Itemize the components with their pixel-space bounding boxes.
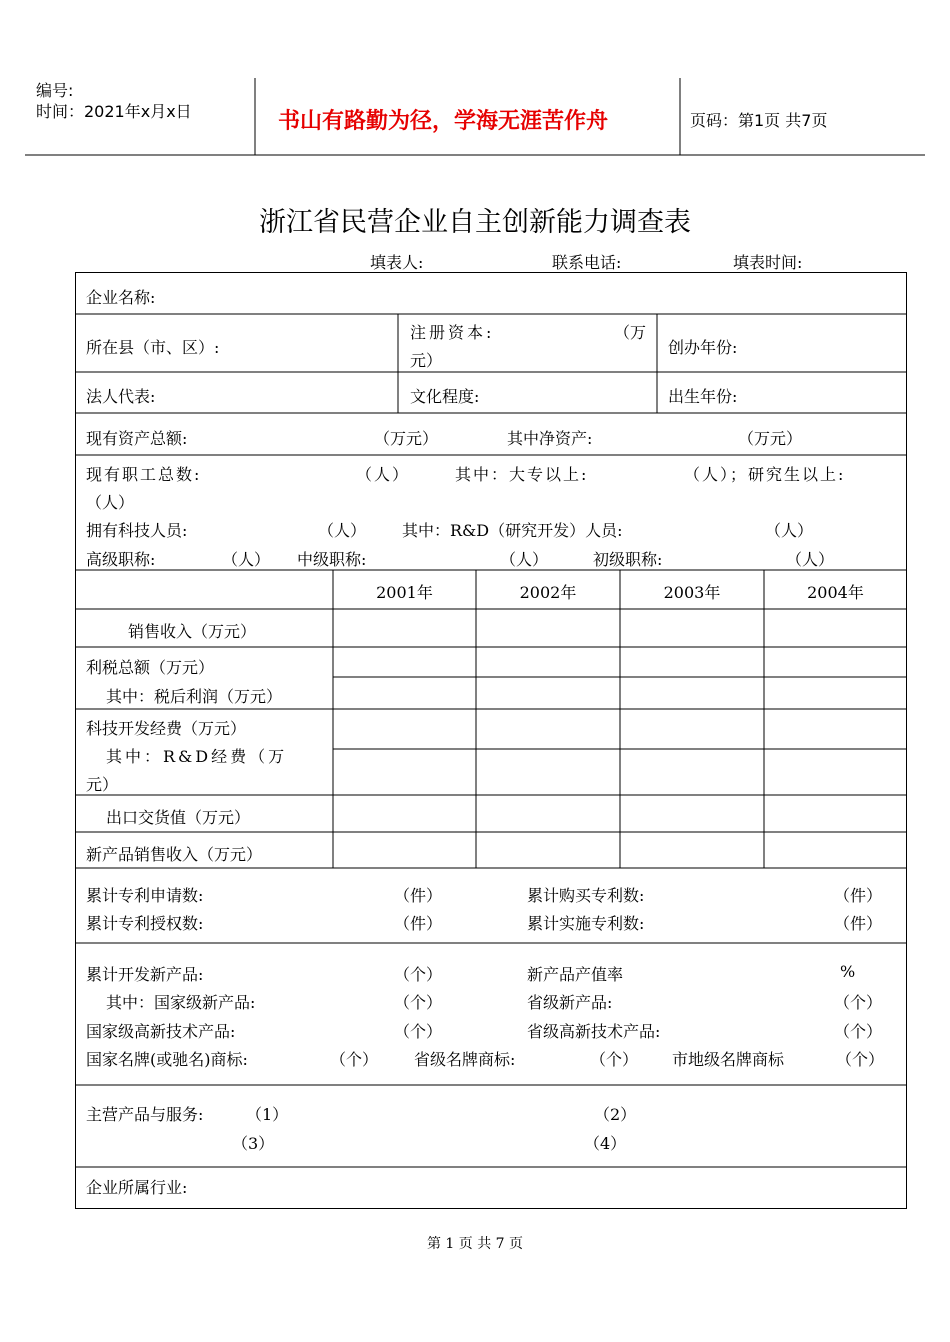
company-name-label: 企业名称: (86, 288, 156, 307)
phone-label: 联系电话: (552, 253, 622, 272)
middle-title-unit: （人） (500, 550, 549, 569)
patent-grant-label: 累计专利授权数: (86, 914, 204, 933)
export-label: 出口交货值（万元） (106, 808, 251, 827)
national-product-unit: （个） (394, 993, 443, 1012)
middle-title-label: 中级职称: (297, 550, 367, 569)
fill-time-label: 填表时间: (733, 253, 803, 272)
new-product-ratio-label: 新产品产值率 (527, 965, 624, 984)
patent-impl-unit: （件） (834, 914, 883, 933)
doc-number-label: 编号: (36, 81, 74, 100)
provincial-product-unit: （个） (834, 993, 883, 1012)
reg-capital-unit-a: （万 (614, 323, 647, 342)
header-page-info: 页码：第1页 共7页 (690, 111, 828, 130)
national-brand-label: 国家名牌(或驰名)商标: (86, 1050, 248, 1069)
staff-college-label: 其中：大专以上: (455, 465, 589, 484)
total-assets-label: 现有资产总额: (86, 429, 188, 448)
main-products-label: 主营产品与服务: (86, 1105, 204, 1124)
national-product-label: 其中：国家级新产品: (106, 993, 256, 1012)
header-left (36, 80, 192, 122)
provincial-brand-unit: （个） (590, 1050, 639, 1069)
filler-label: 填表人: (370, 253, 424, 272)
junior-title-label: 初级职称: (593, 550, 663, 569)
national-brand-unit: （个） (330, 1050, 379, 1069)
page-footer: 第 1 页 共 7 页 (426, 1236, 524, 1252)
main-product-slot: （1） (246, 1105, 289, 1124)
tax-after-label: 其中：税后利润（万元） (106, 687, 283, 706)
new-product-sales-label: 新产品销售收入（万元） (86, 845, 263, 864)
patent-impl-label: 累计实施专利数: (527, 914, 645, 933)
patent-buy-label: 累计购买专利数: (527, 886, 645, 905)
net-assets-label: 其中净资产: (507, 429, 593, 448)
form-title: 浙江省民营企业自主创新能力调查表 (259, 207, 691, 238)
rd-staff-unit: （人） (765, 521, 814, 540)
header-motto: 书山有路勤为径，学海无涯苦作舟 (278, 109, 609, 134)
main-product-slot: （3） (232, 1134, 275, 1153)
tech-staff-unit: （人） (318, 521, 367, 540)
junior-title-unit: （人） (786, 550, 835, 569)
staff-grad-label: （人）；研究生以上: (684, 465, 846, 484)
staff-grad-unit: （人） (86, 493, 135, 512)
provincial-product-label: 省级新产品: (527, 993, 613, 1012)
patent-apply-unit: （件） (394, 886, 443, 905)
reg-capital-label: 注册资本: (410, 323, 495, 342)
provincial-brand-label: 省级名牌商标: (414, 1050, 516, 1069)
senior-title-unit: （人） (222, 550, 271, 569)
year-header: 2001年 (376, 583, 433, 602)
provincial-hightech-unit: （个） (834, 1022, 883, 1041)
county-label: 所在县（市、区）: (86, 338, 220, 357)
senior-title-label: 高级职称: (86, 550, 156, 569)
city-brand-label: 市地级名牌商标 (672, 1050, 785, 1069)
patent-grant-unit: （件） (394, 914, 443, 933)
doc-time-label: 时间：2021年x月x日 (36, 102, 192, 121)
tax-total-label: 利税总额（万元） (86, 658, 215, 677)
main-product-slot: （4） (584, 1134, 627, 1153)
founded-year-label: 创办年份: (668, 338, 738, 357)
year-header: 2004年 (807, 583, 864, 602)
birth-year-label: 出生年份: (668, 387, 738, 406)
rd-cost-unit: 元） (86, 775, 119, 794)
tech-staff-label: 拥有科技人员: (86, 521, 188, 540)
industry-label: 企业所属行业: (86, 1178, 188, 1197)
national-hightech-label: 国家级高新技术产品: (86, 1022, 236, 1041)
reg-capital-unit-b: 元） (410, 351, 443, 370)
rd-cost-label: 其中：R&D经费（万 (106, 747, 288, 766)
staff-total-label: 现有职工总数: (86, 465, 202, 484)
legal-rep-label: 法人代表: (86, 387, 156, 406)
main-product-slot: （2） (594, 1105, 637, 1124)
patent-buy-unit: （件） (834, 886, 883, 905)
city-brand-unit: （个） (836, 1050, 885, 1069)
new-product-ratio-unit: % (840, 962, 856, 981)
net-assets-unit: （万元） (738, 429, 803, 448)
education-label: 文化程度: (410, 387, 480, 406)
sales-label: 销售收入（万元） (128, 622, 257, 641)
national-hightech-unit: （个） (394, 1022, 443, 1041)
staff-total-unit: （人） (356, 465, 411, 484)
new-product-dev-label: 累计开发新产品: (86, 965, 204, 984)
year-header: 2002年 (519, 583, 577, 602)
patent-apply-label: 累计专利申请数: (86, 886, 204, 905)
new-product-dev-unit: （个） (394, 965, 443, 984)
provincial-hightech-label: 省级高新技术产品: (527, 1022, 661, 1041)
year-header: 2003年 (663, 583, 721, 602)
total-assets-unit: （万元） (374, 429, 439, 448)
rd-fund-label: 科技开发经费（万元） (86, 719, 247, 738)
rd-staff-label: 其中：R&D（研究开发）人员: (402, 521, 623, 540)
